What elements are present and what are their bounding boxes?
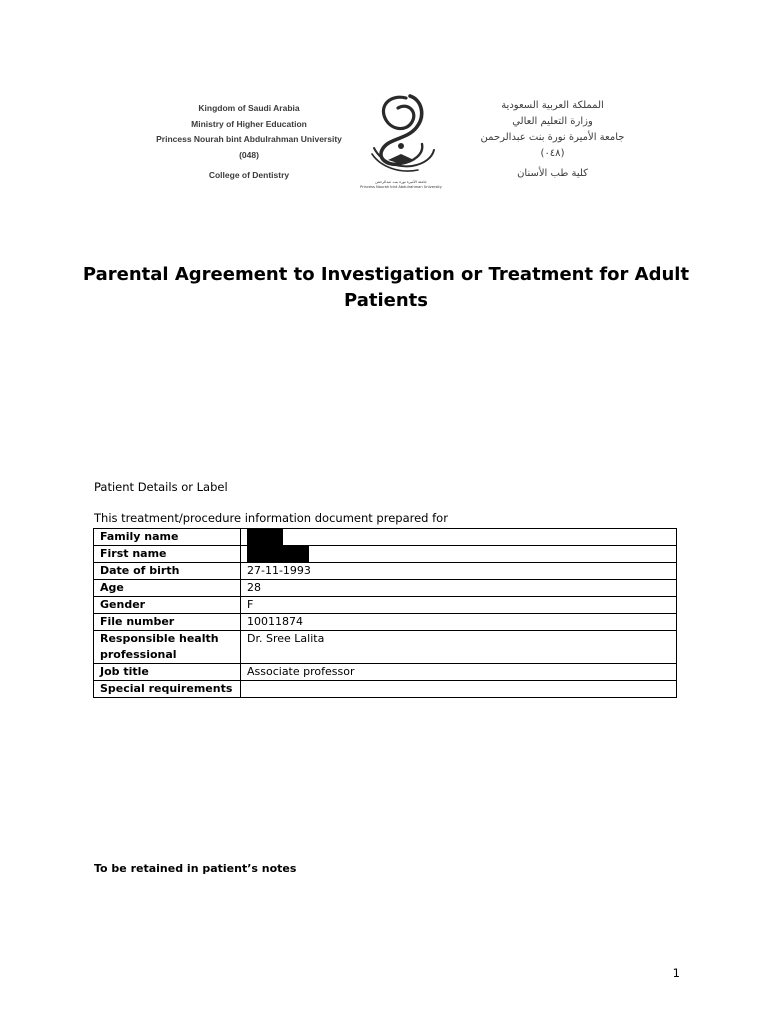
university-logo [360, 90, 442, 196]
table-row [94, 529, 677, 546]
table-row [94, 580, 677, 597]
letterhead-english-block [130, 101, 368, 184]
table-row [94, 664, 677, 681]
logo-caption-english: Princess Nourah bint Abdulrahman University [360, 185, 442, 189]
date-of-birth-value: 27-11-1993 [241, 563, 677, 580]
special-requirements-value [241, 681, 677, 698]
letterhead [0, 0, 770, 210]
family-name-label: Family name [94, 529, 241, 546]
gender-label: Gender [94, 597, 241, 614]
responsible-professional-value: Dr. Sree Lalita [241, 631, 677, 664]
letterhead-college: College of Dentistry [208, 170, 290, 180]
letterhead-ministry-arabic: وزارة التعليم العالي [512, 116, 593, 127]
page-number: 1 [672, 966, 680, 980]
age-value: 28 [241, 580, 677, 597]
job-title-value: Associate professor [241, 664, 677, 681]
letterhead-arabic-block [470, 98, 635, 182]
letterhead-ministry: Ministry of Higher Education [191, 118, 307, 129]
letterhead-code: (048) [239, 149, 259, 160]
family-name-value [241, 529, 677, 546]
table-row [94, 563, 677, 580]
special-requirements-label: Special requirements [94, 681, 241, 698]
table-row [94, 681, 677, 698]
file-number-label: File number [94, 614, 241, 631]
retain-note: To be retained in patient’s notes [94, 862, 297, 875]
job-title-label: Job title [94, 664, 241, 681]
logo-caption-arabic: جامعة الأميرة نورة بنت عبدالرحمن [375, 180, 427, 184]
first-name-label: First name [94, 546, 241, 563]
redaction-block [247, 546, 309, 562]
letterhead-kingdom-arabic: المملكة العربية السعودية [501, 100, 604, 111]
patient-details-label: Patient Details or Label [94, 480, 228, 494]
document-title: Parental Agreement to Investigation or Treatment for Adult Patients [82, 264, 690, 311]
table-row [94, 631, 677, 664]
first-name-value [241, 546, 677, 563]
prepared-for-text: This treatment/procedure information document prepared for [94, 511, 448, 525]
university-logo-icon [360, 90, 442, 178]
logo-caption [360, 180, 442, 190]
age-label: Age [94, 580, 241, 597]
table-row [94, 614, 677, 631]
letterhead-code-arabic: (٠٤٨) [540, 148, 565, 159]
file-number-value: 10011874 [241, 614, 677, 631]
letterhead-college-arabic: كلية طب الأسنان [517, 168, 588, 179]
table-row [94, 597, 677, 614]
redaction-block [247, 529, 283, 545]
patient-details-table [93, 528, 677, 698]
letterhead-kingdom: Kingdom of Saudi Arabia [198, 103, 300, 113]
table-row [94, 546, 677, 563]
letterhead-university-arabic: جامعة الأميرة نورة بنت عبدالرحمن [480, 132, 625, 143]
responsible-professional-label: Responsible health professional [94, 631, 241, 664]
date-of-birth-label: Date of birth [94, 563, 241, 580]
letterhead-university: Princess Nourah bint Abdulrahman University [156, 134, 342, 144]
gender-value: F [241, 597, 677, 614]
